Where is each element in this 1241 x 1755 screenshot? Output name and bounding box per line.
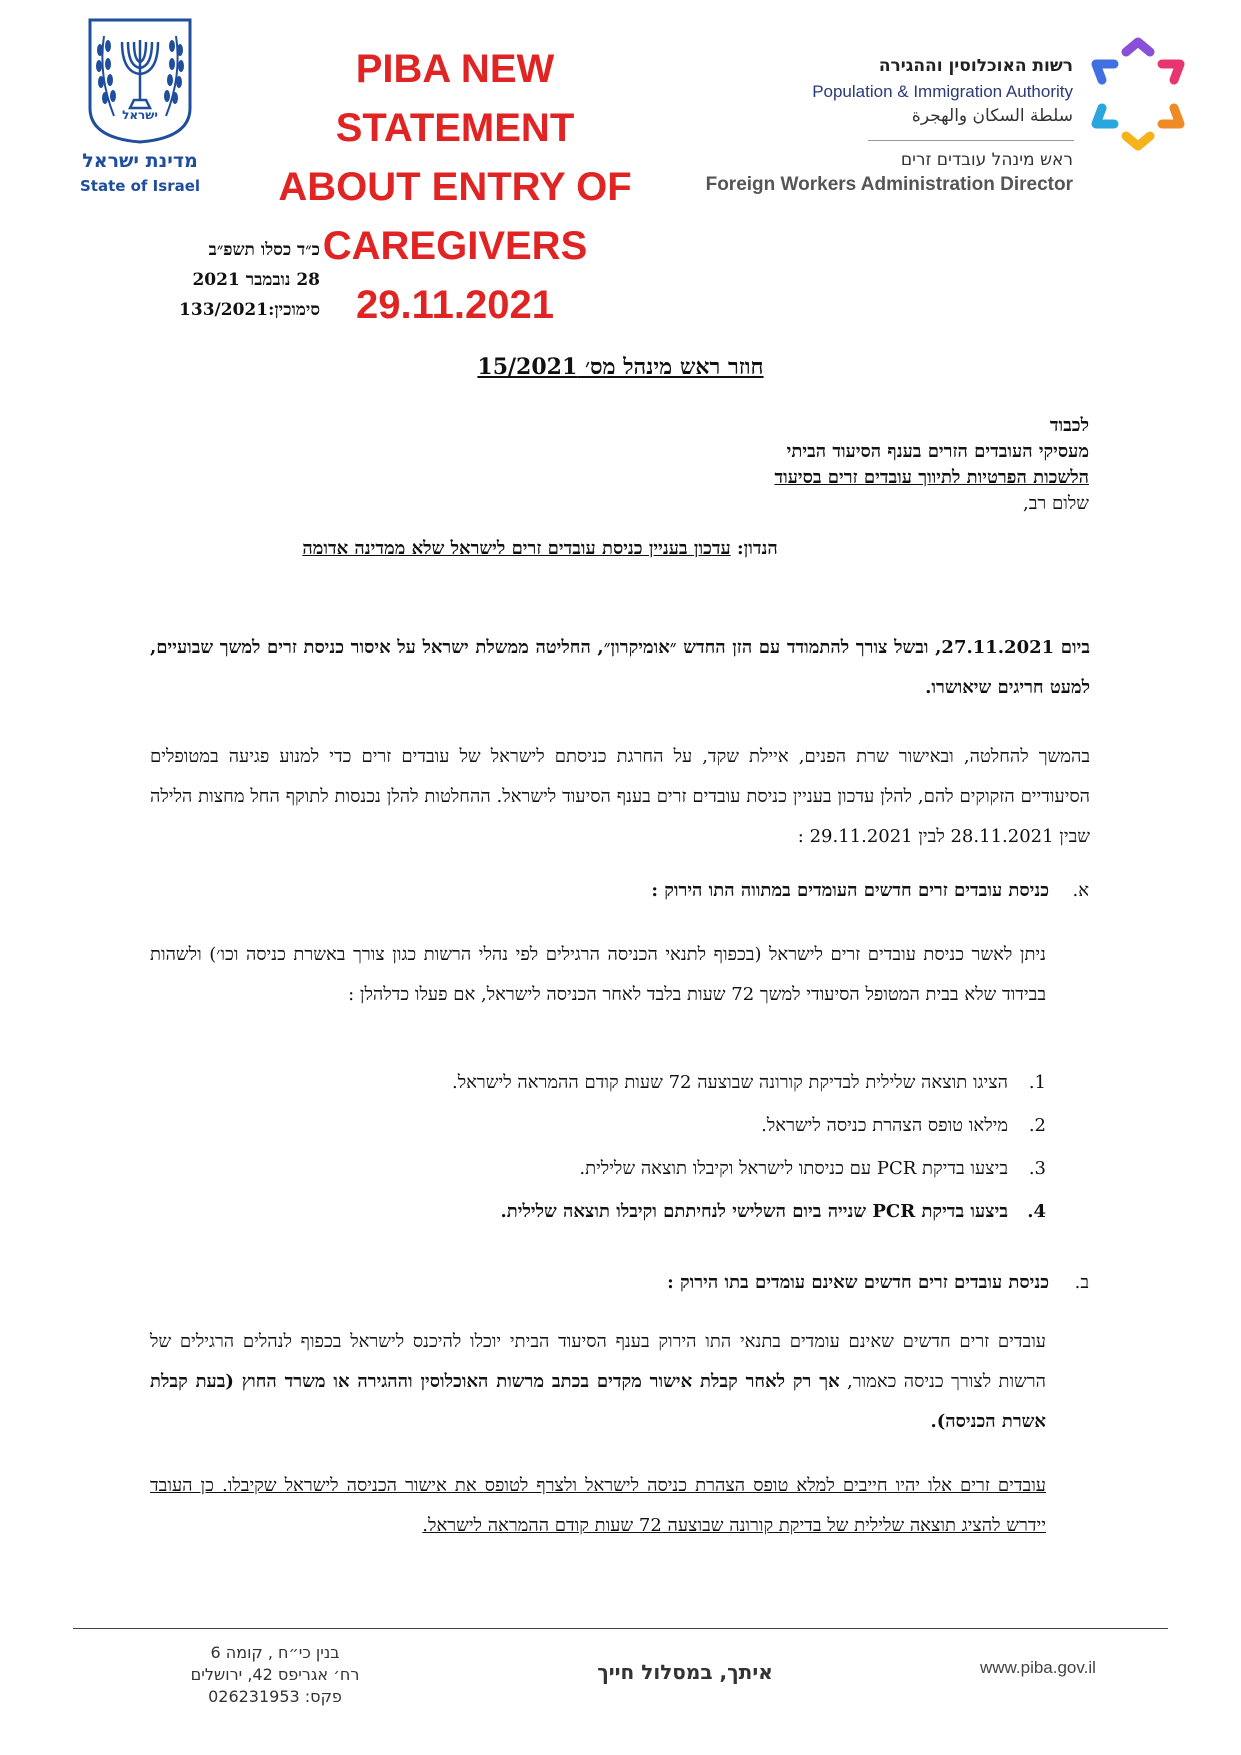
list-item: [452, 1147, 1046, 1190]
list-item: [452, 1104, 1046, 1147]
overlay-title-line: ABOUT ENTRY OF: [278, 165, 632, 209]
overlay-title-line: CAREGIVERS: [322, 224, 588, 268]
emblem-text: ישראל: [122, 108, 158, 122]
greeting: שלום רב,: [1023, 493, 1089, 514]
list-item-number: 2.: [1028, 1115, 1046, 1136]
section-b-text: [150, 1322, 1046, 1442]
recipients-block: [774, 413, 1089, 517]
list-item-text: ביצעו בדיקת PCR עם כניסתו לישראל וקיבלו תוצאה שלילית.: [579, 1158, 1008, 1179]
overlay-title-line: STATEMENT: [335, 106, 575, 150]
section-a-heading: [651, 880, 1089, 901]
section-b-text-normal: עובדים זרים חדשים שאינם עומדים בתנאי התו הירוק בענף הסיעוד הביתי יוכלו להיכנס לישראל בכפוף לנהלים הרגילים של הרשות לצורך כניסה כאמור,: [150, 1331, 1047, 1392]
list-item-text: הציגו תוצאה שלילית לבדיקת קורונה שבוצעה 72 שעות קודם ההמראה לישראל.: [451, 1072, 1008, 1093]
state-name-hebrew: מדינת ישראל: [82, 150, 198, 172]
paragraph-intro: ביום 27.11.2021, ובשל צורך להתמודד עם הזן החדש ״אומיקרון״, החליטה ממשלת ישראל על איסור כניסת זרים למשך שבועיים, למעט חריגים שיאושרו.: [150, 637, 1090, 698]
section-title: כניסת עובדים זרים חדשים העומדים במתווה התו הירוק :: [651, 880, 1049, 901]
list-item-number: 1.: [1028, 1072, 1046, 1093]
list-item: [452, 1061, 1046, 1104]
director-title-hebrew: ראש מינהל עובדים זרים: [900, 150, 1073, 170]
state-name-english: State of Israel: [79, 177, 201, 195]
address-line: בנין כי״ח , קומה 6: [210, 1643, 340, 1662]
footer-website-link[interactable]: www.piba.gov.il: [980, 1658, 1096, 1677]
footer-divider: [73, 1628, 1168, 1629]
authority-name-arabic: سلطة السكان والهجرة: [911, 106, 1073, 126]
director-title-english: Foreign Workers Administration Director: [705, 174, 1073, 195]
circular-title: חוזר ראש מינהל מס׳ 15/2021: [477, 354, 764, 380]
reference-number: סימוכין:133/2021: [179, 300, 320, 320]
hebrew-date: כ״ד כסלו תשפ״ב: [208, 240, 320, 260]
list-item: [452, 1190, 1046, 1233]
gregorian-date: 28 נובמבר 2021: [192, 270, 320, 290]
recipient-line: מעסיקי העובדים הזרים בענף הסיעוד הביתי: [786, 441, 1089, 462]
fax-line: פקס: 026231953: [208, 1687, 342, 1706]
section-b-text-bold: אך רק לאחר קבלת אישור מקדים בכתב מרשות האוכלוסין וההגירה או משרד החוץ (בעת קבלת אשרת הכניסה).: [150, 1371, 1046, 1432]
overlay-title: [270, 40, 640, 335]
section-letter: א.: [1072, 880, 1089, 901]
authority-name-hebrew: רשות האוכלוסין וההגירה: [878, 56, 1073, 76]
section-b-heading: [667, 1272, 1089, 1293]
list-item-text: ביצעו בדיקת PCR שנייה ביום השלישי לנחיתתם וקיבלו תוצאה שלילית.: [500, 1201, 1008, 1222]
date-block: [140, 235, 320, 325]
state-emblem-logo: [84, 16, 196, 144]
footer-slogan: איתך, במסלול חייך: [597, 1660, 773, 1684]
section-title: כניסת עובדים זרים חדשים שאינם עומדים בתו הירוק :: [667, 1272, 1049, 1293]
section-b-requirements: עובדים זרים אלו יהיו חייבים למלא טופס הצהרת כניסה לישראל ולצרף לטופס את אישור הכניסה לישראל שקיבלו. כן העובד יידרש להציג תוצאה שלילית של בדיקת קורונה שבוצעה 72 שעות קודם ההמראה לישראל.: [150, 1475, 1046, 1536]
footer-address: [170, 1642, 380, 1708]
section-letter: ב.: [1074, 1272, 1089, 1293]
subject-line: [150, 538, 930, 559]
requirements-list: [452, 1061, 1046, 1233]
subject-text: עדכון בעניין כניסת עובדים זרים לישראל שלא ממדינה אדומה: [302, 538, 731, 559]
list-item-number: 4.: [1027, 1201, 1046, 1222]
address-line: רח׳ אגריפס 42, ירושלים: [190, 1665, 360, 1684]
section-a-text: ניתן לאשר כניסת עובדים זרים לישראל (בכפוף לתנאי הכניסה הרגילים לפי נהלי הרשות כגון צורך באשרת כניסה וכו׳) ולשהות בבידוד שלא בבית המטופל הסיעודי למשך 72 שעות בלבד לאחר הכניסה לישראל, אם פעלו כדלהלן :: [150, 944, 1046, 1005]
subject-label: הנדון:: [736, 538, 778, 559]
authority-name-english: Population & Immigration Authority: [812, 82, 1073, 101]
piba-star-logo: [1088, 34, 1188, 154]
list-item-text: מילאו טופס הצהרת כניסה לישראל.: [761, 1115, 1008, 1136]
paragraph-decision: בהמשך להחלטה, ובאישור שרת הפנים, איילת שקד, על החרגת כניסתם לישראל של עובדים זרים כדי למנוע פגיעה במטופלים הסיעודיים הזקוקים להם, להלן עדכון בעניין כניסת עובדים זרים בענף הסיעוד לישראל. ההחלטות להלן נכנסות לתוקף החל מחצות הלילה שבין 28.11.2021 לבין 29.11.2021 :: [150, 746, 1091, 847]
list-item-number: 3.: [1028, 1158, 1046, 1179]
header-divider: [868, 140, 1074, 141]
recipient-line: הלשכות הפרטיות לתיווך עובדים זרים בסיעוד: [774, 467, 1089, 488]
overlay-title-line: PIBA NEW: [355, 47, 555, 91]
overlay-title-date: 29.11.2021: [356, 283, 554, 327]
to-label: לכבוד: [1049, 415, 1089, 436]
